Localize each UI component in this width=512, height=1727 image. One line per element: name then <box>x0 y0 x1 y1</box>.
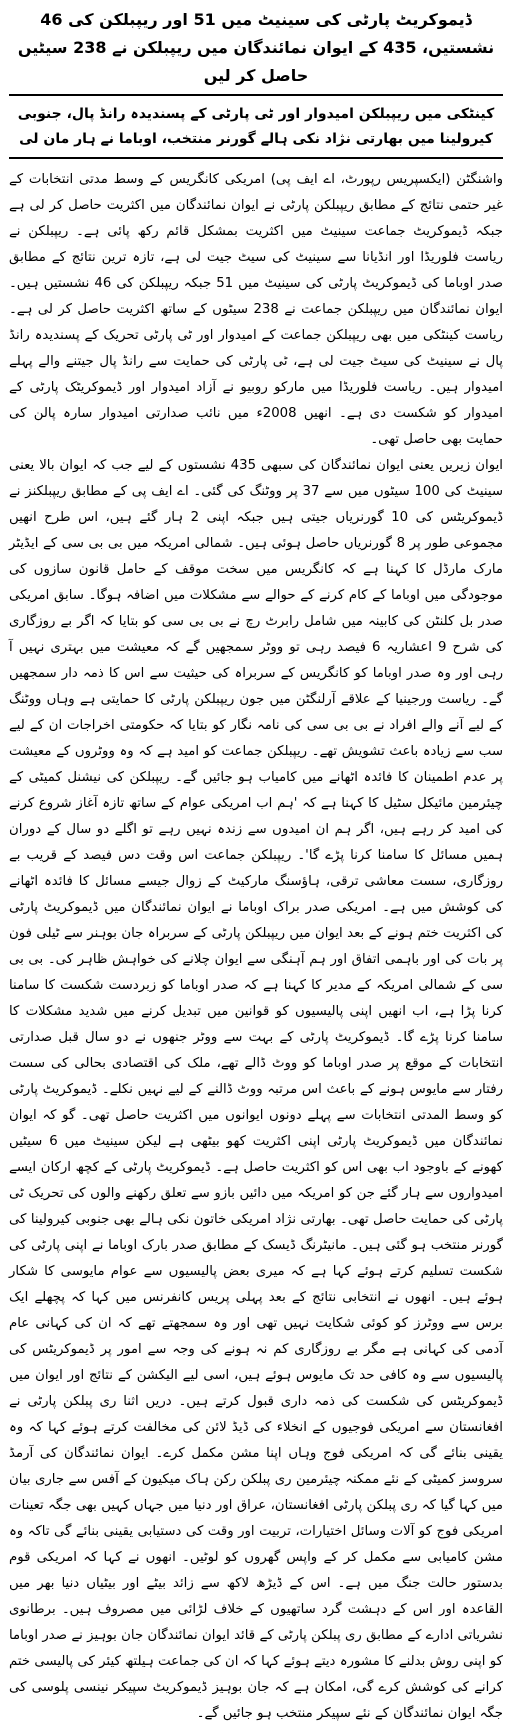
article-headline: ڈیموکریٹ پارٹی کی سینیٹ میں 51 اور ریپبلکن کی 46 نشستیں، 435 کے ایوان نمائندگان میں ریپبلکن نے 238 سیٹیں حاصل کر لیں <box>17 10 495 85</box>
article-paragraph: واشنگٹن (ایکسپریس رپورٹ، اے ایف پی) امریکی کانگریس کے وسط مدتی انتخابات کے غیر حتمی نتائج کے مطابق ریپبلکن پارٹی نے ایوان نمائندگان میں اکثریت حاصل کر لی ہے جبکہ ڈیموکریٹ جماعت سینیٹ میں اکثریت بمشکل قائم رکھ پائی ہے۔ ریپبلکن نے ریاست فلوریڈا اور انڈیانا سے سینیٹ کی سیٹ جیت لی ہے، تازہ ترین نتائج کے مطابق صدر اوباما کی ڈیموکریٹ پارٹی کی سینیٹ میں 51 جبکہ ریپبلکن کی 46 نشستیں ہیں۔ ایوان نمائندگان میں ریپبلکن جماعت نے 238 سیٹوں کے ساتھ اکثریت حاصل کر لی ہے۔ ریاست کینٹکی میں بھی ریپبلکن جماعت کے امیدوار اور ٹی پارٹی تحریک کے پسندیدہ رانڈ پال نے سینیٹ کی سیٹ جیت لی ہے، ٹی پارٹی کی حمایت سے رانڈ پال جیتنے والے پہلے امیدوار ہیں۔ ریاست فلوریڈا میں مارکو روبیو نے آزاد امیدوار اور ڈیموکریٹک پارٹی کے امیدوار کو شکست دی ہے۔ انھیں 2008ء میں نائب صدارتی امیدوار سارہ پالن کی حمایت بھی حاصل تھی۔ <box>9 172 504 447</box>
headline-divider <box>9 94 503 96</box>
subheadline-divider <box>9 157 503 159</box>
article-subheadline: کینٹکی میں ریپبلکن امیدوار اور ٹی پارٹی کے پسندیدہ رانڈ پال، جنوبی کیرولینا میں بھارتی نژاد نکی ہالے گورنر منتخب، اوباما نے ہار مان لی <box>17 106 495 147</box>
article-paragraph: ایوان زیریں یعنی ایوان نمائندگان کی سبھی 435 نشستوں کے لیے جب کہ ایوان بالا یعنی سینیٹ کی 100 سیٹوں میں سے 37 پر ووٹنگ کی گئی۔ اے ایف پی کے مطابق ریپبلکنز نے ڈیموکریٹس کی 10 گورنریاں جیتی ہیں جبکہ اپنی 2 ہار گئے ہیں، اس طرح انھیں مجموعی طور پر 8 گورنریاں حاصل ہوئی ہیں۔ شمالی امریکہ میں بی بی سی کے ایڈیٹر مارک مارڈل کا کہنا ہے کہ کانگریس میں سخت موقف کے حامل قانون سازوں کی موجودگی میں اوباما کے کام کرنے کے حوالے سے مشکلات میں اضافہ ہوگا۔ سابق امریکی صدر بل کلنٹن کی کابینہ میں شامل رابرٹ رچ نے بی بی سی کو بتایا کہ اگر بے روزگاری کی شرح 9 اعشاریہ 6 فیصد رہی تو ووٹر سمجھیں گے کہ معیشت میں بہتری نہیں آ رہی اور وہ صدر اوباما کو کانگریس کے سربراہ کی حیثیت سے اس کا ذمہ دار سمجھیں گے۔ ریاست ورجینیا کے علاقے آرلنگٹن میں جون ریپبلکن پارٹی کا حمایتی ہے وہاں ووٹنگ کے لیے آنے والے افراد نے بی بی سی کی نامہ نگار کو بتایا کہ حکومتی اخراجات ان کے لیے سب سے زیادہ باعث تشویش تھے۔ ریپبلکن جماعت کو امید ہے کہ وہ ووٹروں کے معیشت پر عدم اطمینان کا فائدہ اٹھانے میں کامیاب ہو جائیں گے۔ ریپبلکن کی نیشنل کمیٹی کے چیئرمین مائیکل سٹیل کا کہنا ہے کہ 'ہم اب امریکی عوام کے ساتھ تازہ آغاز شروع کرنے کی امید کر رہے ہیں، اگر ہم ان امیدوں سے زندہ نہیں رہے تو اگلے دو سال کے دوران ہمیں مسائل کا سامنا کرنا پڑے گا'۔ ریپبلکن جماعت اس وقت دس فیصد کے قریب بے روزگاری، سست معاشی ترقی، ہاؤسنگ مارکیٹ کے زوال جیسے مسائل کا فائدہ اٹھانے کی کوشش میں ہے۔ امریکی صدر براک اوباما نے ایوان نمائندگان میں ڈیموکریٹ پارٹی کی اکثریت ختم ہونے کے بعد ایوان میں ریپبلکن پارٹی کے سربراہ جان بوہنر سے ٹیلی فون پر بات کی اور باہمی اتفاق اور ہم آہنگی سے ایوان چلانے کی خواہش ظاہر کی۔ بی بی سی کے شمالی امریکہ کے مدیر کا کہنا ہے کہ صدر اوباما کو زبردست شکست کا سامنا کرنا پڑا ہے، اب انھیں اپنی پالیسیوں کو قوانین میں تبدیل کرنے میں شدید مشکلات کا سامنا کرنا پڑے گا۔ ڈیموکریٹ پارٹی کے بہت سے ووٹر جنھوں نے دو سال قبل صدارتی انتخابات کے موقع پر صدر اوباما کو ووٹ ڈالے تھے، ملک کی اقتصادی بحالی کی سست رفتار سے مایوس ہونے کے باعث اس مرتبہ ووٹ ڈالنے کے لیے نہیں نکلے۔ ڈیموکریٹ پارٹی کو وسط المدتی انتخابات سے پہلے دونوں ایوانوں میں اکثریت حاصل تھی۔ گو کہ ایوان نمائندگان میں ڈیموکریٹ پارٹی اپنی اکثریت کھو بیٹھی ہے لیکن سینیٹ میں 6 سیٹیں کھونے کے باوجود اب بھی اس کو اکثریت حاصل ہے۔ ڈیموکریٹ پارٹی کے کچھ ارکان ایسے امیدواروں سے ہار گئے جن کو امریکہ میں دائیں بازو سے تعلق رکھنے والوں کی تحریک ٹی پارٹی کی حمایت حاصل تھی۔ بھارتی نژاد امریکی خاتون نکی ہالے بھی جنوبی کیرولینا کی گورنر منتخب ہو گئی ہیں۔ مانیٹرنگ ڈیسک کے مطابق صدر بارک اوباما نے اپنی پارٹی کی شکست تسلیم کرتے ہوئے کہا ہے کہ میری بعض پالیسیوں سے عوام مایوسی کا شکار ہوئے ہیں۔ انھوں نے انتخابی نتائج کے بعد پہلی پریس کانفرنس میں کہا کہ پچھلے ایک برس سے ووٹرز کو کوئی شکایت نہیں تھی اور وہ سمجھتے تھے کہ ان کی کہانی عام آدمی کی کہانی ہے مگر بے روزگاری کم نہ ہونے کی وجہ سے امور پر ڈیموکریٹس کی پالیسیوں سے وہ کافی حد تک مایوس ہوئے ہیں، اسی لیے الیکشن کے نتائج اور ایوان میں ڈیموکریٹس کی شکست کی ذمہ داری قبول کرتے ہیں۔ دریں اثنا ری پبلکن پارٹی نے افغانستان سے امریکی فوجیوں کے انخلاء کی ڈیڈ لائن کی مخالفت کرتے ہوئے کہا کہ وہ یقینی بنائے گی کہ امریکی فوج وہاں اپنا مشن مکمل کرے۔ ایوان نمائندگان کی آرمڈ سروسز کمیٹی کے نئے ممکنہ چیئرمین ری پبلکن رکن ہاک میکیون کے آفس سے جاری بیان میں کہا گیا کہ ری پبلکن پارٹی افغانستان، عراق اور دنیا میں جہاں کہیں بھی جگہ تعینات امریکی فوج کو آلات وسائل اختیارات، تربیت اور وقت کی دستیابی یقینی بنائے گی تاکہ وہ مشن کامیابی سے مکمل کر کے واپس گھروں کو لوٹیں۔ انھوں نے کہا کہ امریکی قوم بدستور حالت جنگ میں ہے۔ اس کے ڈیڑھ لاکھ سے زائد بیٹے اور بیٹیاں دنیا بھر میں القاعدہ اور اس کے دہشت گرد ساتھیوں کے خلاف لڑائی میں مصروف ہیں۔ برطانوی نشریاتی ادارے کے مطابق ری پبلکن پارٹی کے قائد ایوان نمائندگان جان بوہیز نے صدر اوباما کو اپنی روش بدلنے کا مشورہ دیتے ہوئے کہا کہ ان کی جماعت ہیلتھ کیئر کی پالیسی ختم کرانے کی کوشش کرے گی، امکان ہے کہ جان بوہیز ڈیموکریٹ سپیکر نینسی پلوسی کی جگہ ایوان نمائندگان کے نئے سپیکر منتخب ہو جائیں گے۔ <box>9 458 503 1721</box>
article-body <box>9 167 503 1727</box>
